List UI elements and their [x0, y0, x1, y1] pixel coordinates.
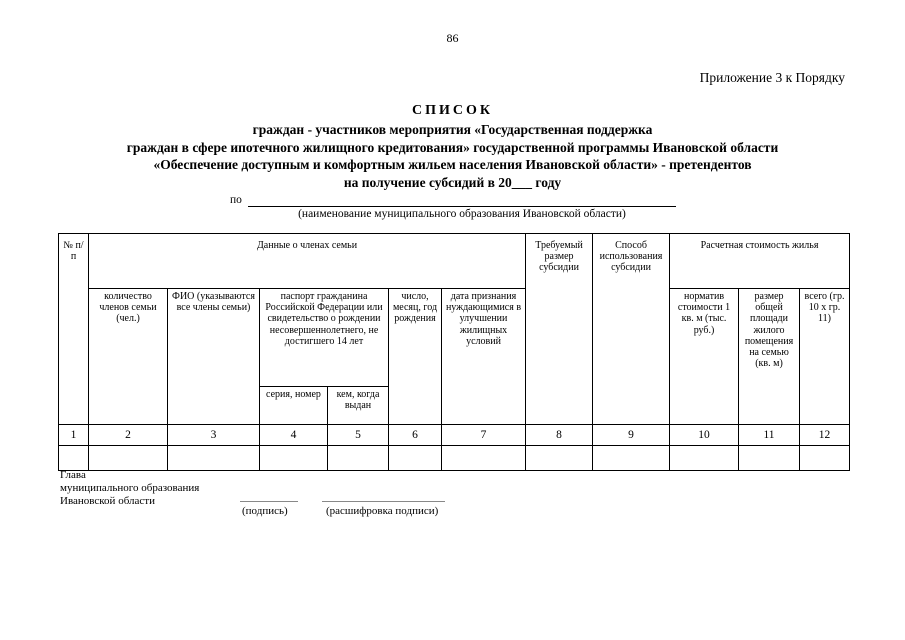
col-number: 3 [168, 425, 260, 446]
header-calc-cost: Расчетная стоимость жилья [670, 234, 850, 289]
po-label: по [230, 194, 242, 206]
data-cell[interactable] [260, 446, 328, 471]
col-number: 9 [593, 425, 670, 446]
col-number: 5 [328, 425, 389, 446]
sub-area: размер общей площади жилого помещения на семью (кв. м) [739, 289, 800, 425]
signature-caption: (подпись) [242, 505, 288, 517]
data-cell[interactable] [389, 446, 442, 471]
col-number: 2 [89, 425, 168, 446]
header-num: № п/п [59, 234, 89, 425]
col-number: 4 [260, 425, 328, 446]
signatory-line-3: Ивановской области [60, 495, 155, 507]
sub-passport-series: серия, номер [260, 387, 328, 425]
col-number: 1 [59, 425, 89, 446]
data-cell[interactable] [593, 446, 670, 471]
data-cell[interactable] [442, 446, 526, 471]
title-line-2: граждан в сфере ипотечного жилищного кредитования» государственной программы Ивановской области [126, 140, 779, 155]
column-number-row [59, 425, 850, 446]
signatory-line-2: муниципального образования [60, 482, 200, 494]
municipality-caption: (наименование муниципального образования Ивановской области) [298, 208, 626, 220]
empty-data-row [59, 446, 850, 471]
col-number: 8 [526, 425, 593, 446]
data-cell[interactable] [739, 446, 800, 471]
signatory-block [60, 469, 199, 508]
header-row [59, 234, 850, 289]
sub-fio: ФИО (указываются все члены семьи) [168, 289, 260, 425]
header-required-subsidy: Требуемый размер субсидии [526, 234, 593, 425]
title-line-4: на получение субсидий в 20___ году [343, 175, 562, 190]
title-line-1: граждан - участников мероприятия «Государственная поддержка [252, 122, 653, 137]
data-cell[interactable] [328, 446, 389, 471]
document-title: СПИСОК [411, 103, 494, 118]
municipality-fill-line[interactable] [248, 206, 676, 207]
sub-members-count: количество членов семьи (чел.) [89, 289, 168, 425]
sub-birth: число, месяц, год рождения [389, 289, 442, 425]
sub-passport: паспорт гражданина Российской Федерации или свидетельство о рождении несовершеннолетнего, не достигшего 14 лет [260, 289, 389, 387]
sub-passport-issued: кем, когда выдан [328, 387, 389, 425]
data-cell[interactable] [89, 446, 168, 471]
signature-decode-caption: (расшифровка подписи) [326, 505, 439, 517]
col-number: 12 [800, 425, 850, 446]
data-cell[interactable] [670, 446, 739, 471]
col-number: 11 [739, 425, 800, 446]
col-number: 6 [389, 425, 442, 446]
sub-recognition-date: дата признания нуждающимися в улучшении жилищных условий [442, 289, 526, 425]
data-cell[interactable] [526, 446, 593, 471]
sub-total: всего (гр. 10 х гр. 11) [800, 289, 850, 425]
sub-norm: норматив стоимости 1 кв. м (тыс. руб.) [670, 289, 739, 425]
signature-decode-fill-line[interactable] [322, 501, 445, 502]
data-cell[interactable] [168, 446, 260, 471]
title-line-3: «Обеспечение доступным и комфортным жильем населения Ивановской области» - претендентов [153, 157, 752, 172]
subheader-row [59, 289, 850, 387]
data-cell[interactable] [59, 446, 89, 471]
signature-fill-line[interactable] [240, 501, 298, 502]
header-method: Способ использования субсидии [593, 234, 670, 425]
appendix-note: Приложение 3 к Порядку [699, 70, 845, 85]
header-family-data: Данные о членах семьи [89, 234, 526, 289]
applicants-table [58, 233, 850, 471]
col-number: 7 [442, 425, 526, 446]
signatory-line-1: Глава [60, 469, 86, 481]
page-number: 86 [446, 31, 459, 45]
col-number: 10 [670, 425, 739, 446]
data-cell[interactable] [800, 446, 850, 471]
